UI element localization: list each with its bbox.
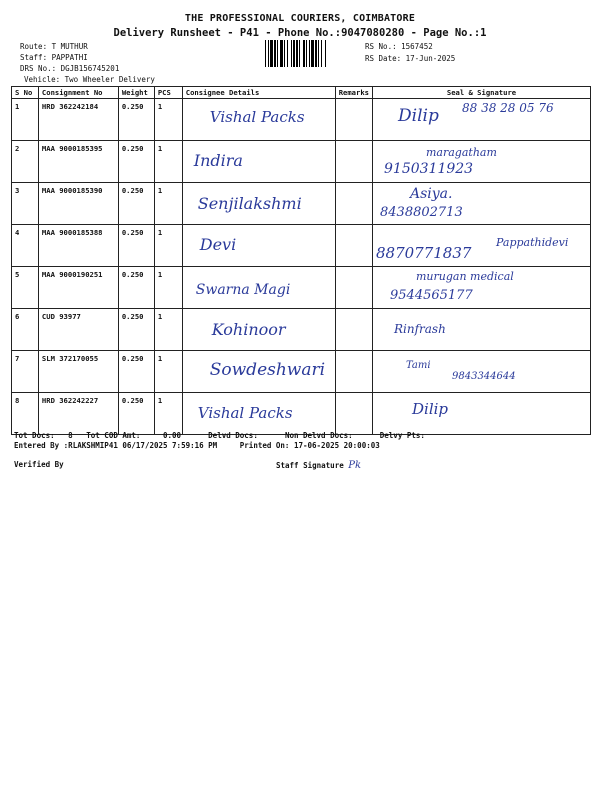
cell-sno: 8 (12, 393, 39, 435)
handwritten-consignee: Indira (193, 151, 243, 170)
handwritten-signature: murugan medical (416, 270, 514, 283)
delivery-points: Delvy Pts: (379, 431, 425, 440)
table-header-row (12, 87, 591, 99)
cell-remarks (335, 309, 372, 351)
handwritten-phone: 8870771837 (376, 244, 472, 262)
cell-weight: 0.250 (118, 141, 154, 183)
cell-signature (373, 267, 591, 309)
cell-consignee (182, 309, 335, 351)
cell-weight: 0.250 (118, 183, 154, 225)
cell-consignee (182, 225, 335, 267)
verified-by-label: Verified By (14, 460, 64, 469)
header-left-block (20, 41, 155, 85)
printed-on: Printed On: 17-06-2025 20:00:03 (239, 441, 380, 450)
cell-consignment: HRD 362242184 (38, 99, 118, 141)
cell-signature (373, 99, 591, 141)
cell-pcs: 1 (154, 393, 182, 435)
delivered-docs: Delvd Docs: (208, 431, 258, 440)
cell-consignee (182, 267, 335, 309)
handwritten-signature: Pappathidevi (496, 236, 569, 249)
cell-pcs: 1 (154, 225, 182, 267)
totals-block (14, 431, 425, 451)
handwritten-phone: 8438802713 (380, 205, 463, 220)
cell-pcs: 1 (154, 141, 182, 183)
cell-weight: 0.250 (118, 225, 154, 267)
cell-consignment: MAA 9000190251 (38, 267, 118, 309)
total-docs: Tot Docs: 8 (14, 431, 73, 440)
cell-signature (373, 225, 591, 267)
cell-remarks (335, 183, 372, 225)
handwritten-consignee: Senjilakshmi (197, 194, 302, 213)
col-header-pcs: PCS (154, 87, 182, 99)
staff-initials: Pk (348, 460, 362, 471)
cell-pcs: 1 (154, 351, 182, 393)
cell-pcs: 1 (154, 183, 182, 225)
cell-consignee (182, 141, 335, 183)
col-header-remarks: Remarks (335, 87, 372, 99)
handwritten-consignee: Kohinoor (211, 320, 286, 339)
cell-consignee (182, 183, 335, 225)
handwritten-signature: Asiya. (410, 186, 453, 202)
cell-sno: 1 (12, 99, 39, 141)
cell-remarks (335, 351, 372, 393)
cell-remarks (335, 225, 372, 267)
cell-weight: 0.250 (118, 267, 154, 309)
handwritten-phone: 9843344644 (452, 371, 516, 382)
cell-sno: 3 (12, 183, 39, 225)
cell-weight: 0.250 (118, 309, 154, 351)
cell-remarks (335, 267, 372, 309)
cell-consignee (182, 351, 335, 393)
cell-signature (373, 183, 591, 225)
col-header-signature: Seal & Signature (373, 87, 591, 99)
table-row (12, 225, 591, 267)
non-delivered-docs: Non Delvd Docs: (284, 431, 353, 440)
cell-pcs: 1 (154, 267, 182, 309)
cell-weight: 0.250 (118, 351, 154, 393)
cell-sno: 7 (12, 351, 39, 393)
barcode-image (265, 40, 356, 67)
company-title: THE PROFESSIONAL COURIERS, COIMBATORE (184, 13, 416, 24)
cell-consignment: SLM 372170055 (38, 351, 118, 393)
cell-weight: 0.250 (118, 393, 154, 435)
total-cod-amount: Tot COD Amt: 0.00 (86, 431, 182, 440)
handwritten-consignee: Vishal Packs (197, 404, 293, 422)
drs-label: DRS No.: DGJB156745201 (20, 64, 120, 73)
cell-signature (373, 351, 591, 393)
table-row (12, 141, 591, 183)
handwritten-consignee: Sowdeshwari (209, 360, 326, 380)
table-row (12, 351, 591, 393)
rs-number: RS No.: 1567452 (365, 42, 433, 51)
table-row (12, 183, 591, 225)
handwritten-phone: 88 38 28 05 76 (462, 101, 554, 115)
table-row (12, 393, 591, 435)
cell-signature (373, 141, 591, 183)
cell-signature (373, 393, 591, 435)
handwritten-consignee: Devi (199, 235, 237, 254)
col-header-sno: S No (12, 87, 39, 99)
staff-signature-label: Staff Signature (276, 461, 344, 470)
col-header-consignee: Consignee Details (182, 87, 335, 99)
handwritten-phone: 9544565177 (390, 288, 473, 303)
cell-consignee (182, 99, 335, 141)
col-header-consignment: Consignment No (38, 87, 118, 99)
table-row (12, 99, 591, 141)
staff-signature-block (276, 460, 361, 471)
cell-consignment: CUD 93977 (38, 309, 118, 351)
handwritten-signature: Dilip (412, 400, 449, 418)
cell-consignment: MAA 9000185395 (38, 141, 118, 183)
cell-remarks (335, 99, 372, 141)
rs-date: RS Date: 17-Jun-2025 (365, 54, 456, 63)
handwritten-phone: 9150311923 (384, 161, 474, 177)
table-row (12, 267, 591, 309)
cell-consignment: HRD 362242227 (38, 393, 118, 435)
handwritten-consignee: Swarna Magi (195, 282, 291, 298)
handwritten-signature: maragatham (426, 146, 497, 159)
cell-weight: 0.250 (118, 99, 154, 141)
cell-consignment: MAA 9000185390 (38, 183, 118, 225)
staff-label: Staff: PAPPATHI (20, 53, 88, 62)
col-header-weight: Weight (118, 87, 154, 99)
cell-signature (373, 309, 591, 351)
handwritten-signature: Tami (406, 360, 431, 371)
cell-consignee (182, 393, 335, 435)
handwritten-signature: Dilip (398, 106, 439, 126)
cell-consignment: MAA 9000185388 (38, 225, 118, 267)
runsheet-subtitle: Delivery Runsheet - P41 - Phone No.:9047080280 - Page No.:1 (113, 27, 487, 39)
cell-sno: 6 (12, 309, 39, 351)
header-right-block (365, 41, 455, 65)
runsheet-table (11, 86, 591, 435)
route-label: Route: T MUTHUR (20, 42, 88, 51)
cell-sno: 4 (12, 225, 39, 267)
cell-remarks (335, 393, 372, 435)
cell-pcs: 1 (154, 99, 182, 141)
handwritten-signature: Rinfrash (394, 322, 446, 336)
cell-pcs: 1 (154, 309, 182, 351)
vehicle-label: Vehicle: Two Wheeler Delivery (24, 75, 155, 84)
table-row (12, 309, 591, 351)
cell-sno: 5 (12, 267, 39, 309)
cell-remarks (335, 141, 372, 183)
entered-by: Entered By :RLAKSHMIP41 06/17/2025 7:59:16 PM (14, 441, 218, 450)
cell-sno: 2 (12, 141, 39, 183)
handwritten-consignee: Vishal Packs (209, 108, 305, 126)
